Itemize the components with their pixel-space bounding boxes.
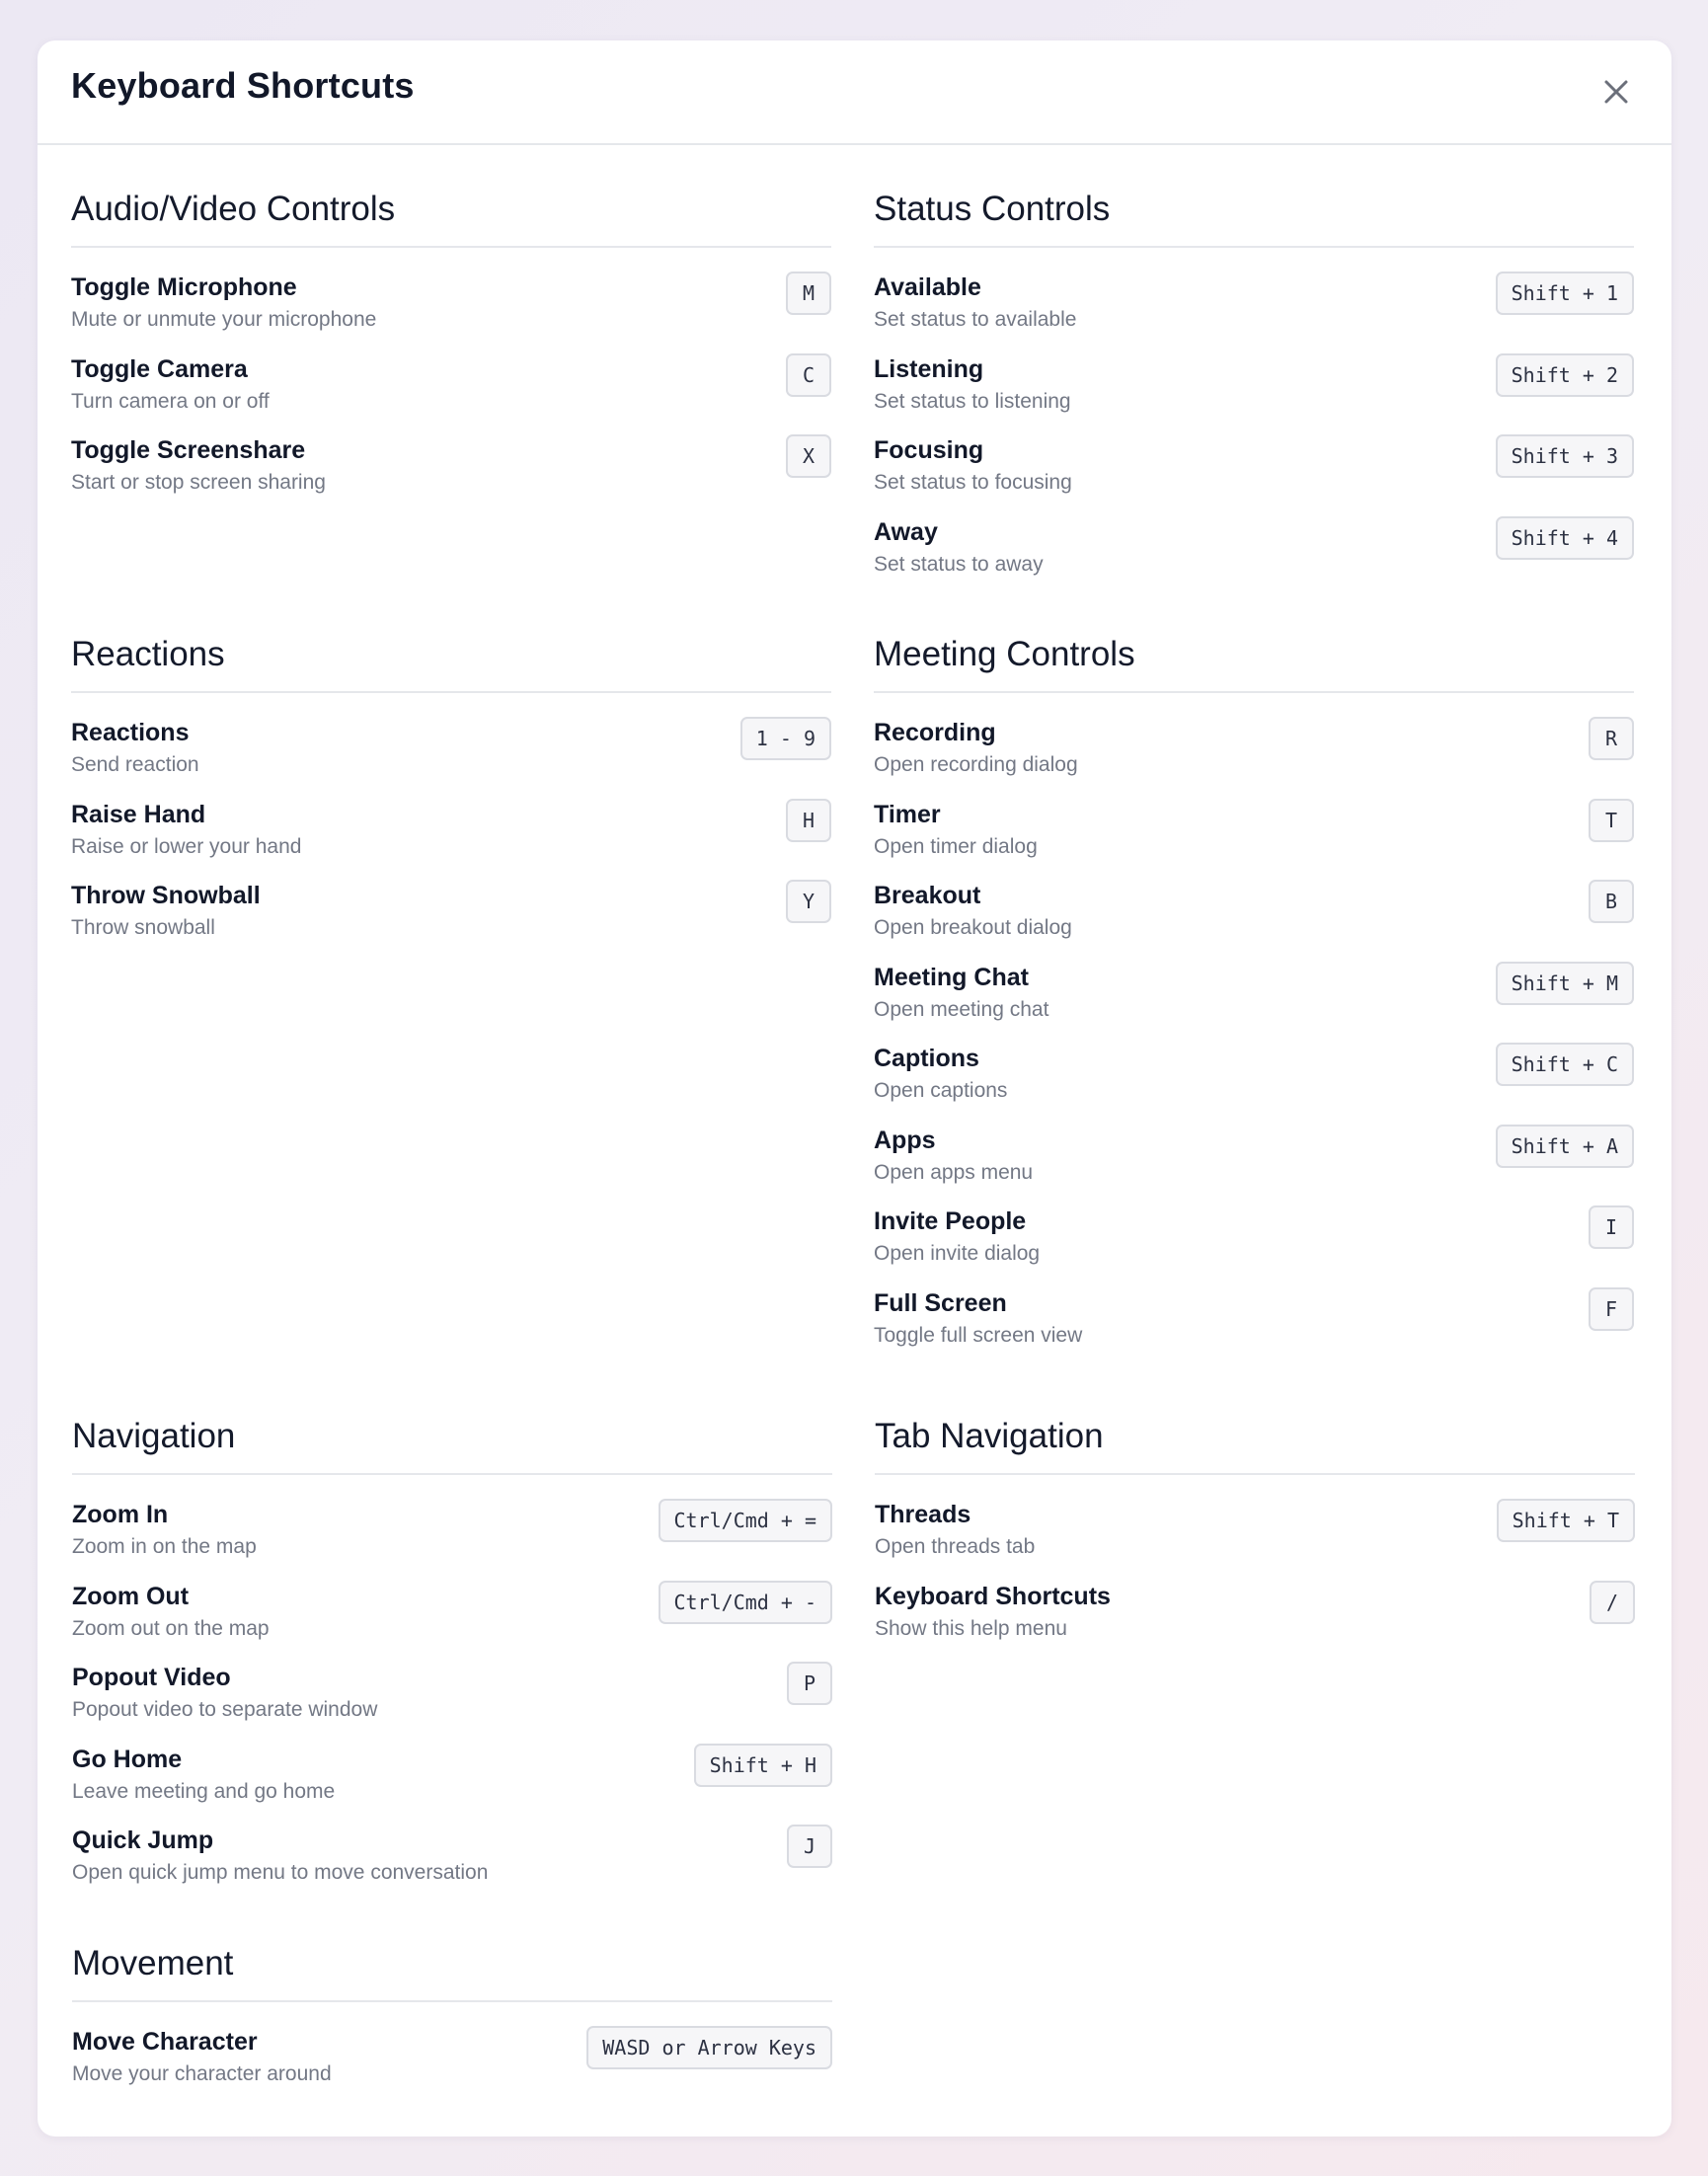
shortcut-list xyxy=(72,1475,832,1906)
shortcut-key: Shift + A xyxy=(1496,1125,1634,1168)
shortcut-description: Open invite dialog xyxy=(874,1242,1041,1265)
shortcut-title: Timer xyxy=(874,800,941,828)
shortcut-title: Reactions xyxy=(71,719,190,746)
shortcut-key: H xyxy=(786,799,831,842)
shortcut-key: P xyxy=(787,1662,832,1705)
shortcut-description: Send reaction xyxy=(71,753,199,776)
shortcut-description: Move your character around xyxy=(72,2062,332,2085)
shortcut-key: 1 - 9 xyxy=(740,717,831,760)
shortcut-title: Toggle Camera xyxy=(71,354,248,383)
shortcut-row xyxy=(874,353,1634,435)
shortcut-key: X xyxy=(786,434,831,478)
shortcut-description: Turn camera on or off xyxy=(71,389,270,413)
shortcut-row xyxy=(874,962,1634,1044)
shortcut-title: Recording xyxy=(874,719,996,746)
shortcut-description: Show this help menu xyxy=(875,1616,1067,1640)
shortcut-title: Go Home xyxy=(72,1745,183,1773)
shortcut-title: Quick Jump xyxy=(72,1826,214,1854)
section-reactions xyxy=(71,634,831,962)
shortcut-key: J xyxy=(787,1825,832,1868)
shortcut-description: Open timer dialog xyxy=(874,834,1038,858)
shortcut-key: Shift + 2 xyxy=(1496,353,1634,397)
shortcut-title: Keyboard Shortcuts xyxy=(875,1582,1111,1610)
shortcut-title: Breakout xyxy=(874,882,981,909)
shortcut-title: Meeting Chat xyxy=(874,963,1029,991)
close-button[interactable] xyxy=(1594,70,1638,114)
section-movement xyxy=(72,1943,832,2108)
shortcut-title: Focusing xyxy=(874,436,984,464)
shortcut-title: Move Character xyxy=(72,2028,258,2056)
shortcut-description: Open apps menu xyxy=(874,1160,1034,1184)
section-title: Movement xyxy=(72,1943,832,2002)
shortcut-title: Raise Hand xyxy=(71,800,206,828)
shortcut-description: Open captions xyxy=(874,1079,1008,1102)
shortcut-key: C xyxy=(786,353,831,397)
shortcut-description: Toggle full screen view xyxy=(874,1323,1083,1347)
section-meeting-controls xyxy=(874,634,1634,1368)
shortcut-key: F xyxy=(1589,1287,1634,1331)
shortcut-description: Set status to away xyxy=(874,552,1044,576)
shortcut-list xyxy=(875,1475,1635,1662)
dialog-title: Keyboard Shortcuts xyxy=(71,65,415,106)
shortcut-row xyxy=(72,2026,832,2108)
shortcut-key: T xyxy=(1589,799,1634,842)
shortcut-row xyxy=(72,1744,832,1826)
shortcut-title: Captions xyxy=(874,1045,979,1072)
shortcut-row xyxy=(874,799,1634,881)
shortcut-title: Listening xyxy=(874,354,984,383)
section-tab-navigation xyxy=(875,1416,1635,1662)
shortcut-key: / xyxy=(1590,1581,1635,1624)
shortcut-description: Set status to available xyxy=(874,308,1077,331)
shortcut-title: Zoom Out xyxy=(72,1582,190,1610)
shortcut-key: Shift + 3 xyxy=(1496,434,1634,478)
shortcut-key: Y xyxy=(786,880,831,923)
section-title: Tab Navigation xyxy=(875,1416,1635,1475)
shortcut-key: B xyxy=(1589,880,1634,923)
shortcut-title: Zoom In xyxy=(72,1501,169,1528)
shortcut-description: Raise or lower your hand xyxy=(71,834,302,858)
shortcut-list xyxy=(71,248,831,516)
shortcut-row xyxy=(71,353,831,435)
section-title: Navigation xyxy=(72,1416,832,1475)
shortcut-key: I xyxy=(1589,1205,1634,1249)
shortcut-key: Shift + 4 xyxy=(1496,516,1634,560)
shortcut-row xyxy=(72,1581,832,1663)
shortcut-title: Toggle Screenshare xyxy=(71,436,306,464)
shortcut-key: Ctrl/Cmd + - xyxy=(659,1581,833,1624)
shortcut-list xyxy=(71,693,831,962)
keyboard-shortcuts-dialog xyxy=(38,40,1671,2137)
shortcut-description: Open quick jump menu to move conversation xyxy=(72,1861,489,1884)
section-title: Reactions xyxy=(71,634,831,693)
shortcut-description: Throw snowball xyxy=(71,916,215,939)
shortcut-title: Apps xyxy=(874,1126,936,1154)
shortcut-list xyxy=(72,2002,832,2108)
shortcut-title: Available xyxy=(874,273,981,301)
shortcut-key: Shift + H xyxy=(694,1744,832,1787)
shortcut-row xyxy=(874,1287,1634,1369)
shortcut-description: Start or stop screen sharing xyxy=(71,471,326,494)
shortcut-description: Leave meeting and go home xyxy=(72,1779,336,1803)
shortcut-title: Throw Snowball xyxy=(71,882,261,909)
shortcut-title: Toggle Microphone xyxy=(71,273,297,301)
shortcut-row xyxy=(874,1043,1634,1125)
shortcut-list xyxy=(874,693,1634,1368)
shortcut-row xyxy=(875,1499,1635,1581)
section-title: Audio/Video Controls xyxy=(71,189,831,248)
shortcut-row xyxy=(874,1125,1634,1206)
dialog-header xyxy=(38,40,1671,145)
shortcut-row xyxy=(71,434,831,516)
shortcut-row xyxy=(71,880,831,962)
shortcut-row xyxy=(874,272,1634,353)
shortcut-title: Away xyxy=(874,517,938,546)
shortcut-row xyxy=(71,717,831,799)
shortcut-row xyxy=(71,272,831,353)
shortcut-description: Set status to focusing xyxy=(874,471,1072,494)
shortcut-description: Set status to listening xyxy=(874,389,1071,413)
shortcut-description: Mute or unmute your microphone xyxy=(71,308,377,331)
close-icon xyxy=(1594,70,1638,114)
shortcut-description: Open meeting chat xyxy=(874,997,1049,1021)
shortcut-key: WASD or Arrow Keys xyxy=(586,2026,832,2069)
section-title: Status Controls xyxy=(874,189,1634,248)
shortcut-title: Threads xyxy=(875,1501,971,1528)
section-navigation xyxy=(72,1416,832,1906)
shortcut-key: Shift + T xyxy=(1497,1499,1635,1542)
shortcut-description: Zoom out on the map xyxy=(72,1616,270,1640)
shortcut-row xyxy=(874,434,1634,516)
shortcut-description: Open threads tab xyxy=(875,1535,1036,1558)
section-title: Meeting Controls xyxy=(874,634,1634,693)
shortcut-key: Shift + C xyxy=(1496,1043,1634,1086)
shortcut-list xyxy=(874,248,1634,597)
shortcut-row xyxy=(72,1662,832,1744)
shortcut-description: Open breakout dialog xyxy=(874,916,1072,939)
shortcut-row xyxy=(71,799,831,881)
shortcut-row xyxy=(874,516,1634,598)
shortcut-row xyxy=(874,1205,1634,1287)
shortcut-key: M xyxy=(786,272,831,315)
shortcut-row xyxy=(875,1581,1635,1663)
section-status-controls xyxy=(874,189,1634,597)
shortcut-row xyxy=(874,880,1634,962)
shortcut-title: Popout Video xyxy=(72,1664,231,1691)
shortcut-key: Shift + 1 xyxy=(1496,272,1634,315)
shortcut-description: Zoom in on the map xyxy=(72,1535,257,1558)
shortcut-key: Ctrl/Cmd + = xyxy=(659,1499,833,1542)
shortcut-description: Popout video to separate window xyxy=(72,1698,378,1721)
shortcut-row xyxy=(72,1499,832,1581)
shortcut-title: Full Screen xyxy=(874,1288,1007,1317)
shortcut-row xyxy=(72,1825,832,1906)
shortcut-title: Invite People xyxy=(874,1207,1027,1235)
shortcut-key: Shift + M xyxy=(1496,962,1634,1005)
shortcut-row xyxy=(874,717,1634,799)
shortcut-key: R xyxy=(1589,717,1634,760)
section-audio-video-controls xyxy=(71,189,831,516)
shortcut-description: Open recording dialog xyxy=(874,753,1078,776)
